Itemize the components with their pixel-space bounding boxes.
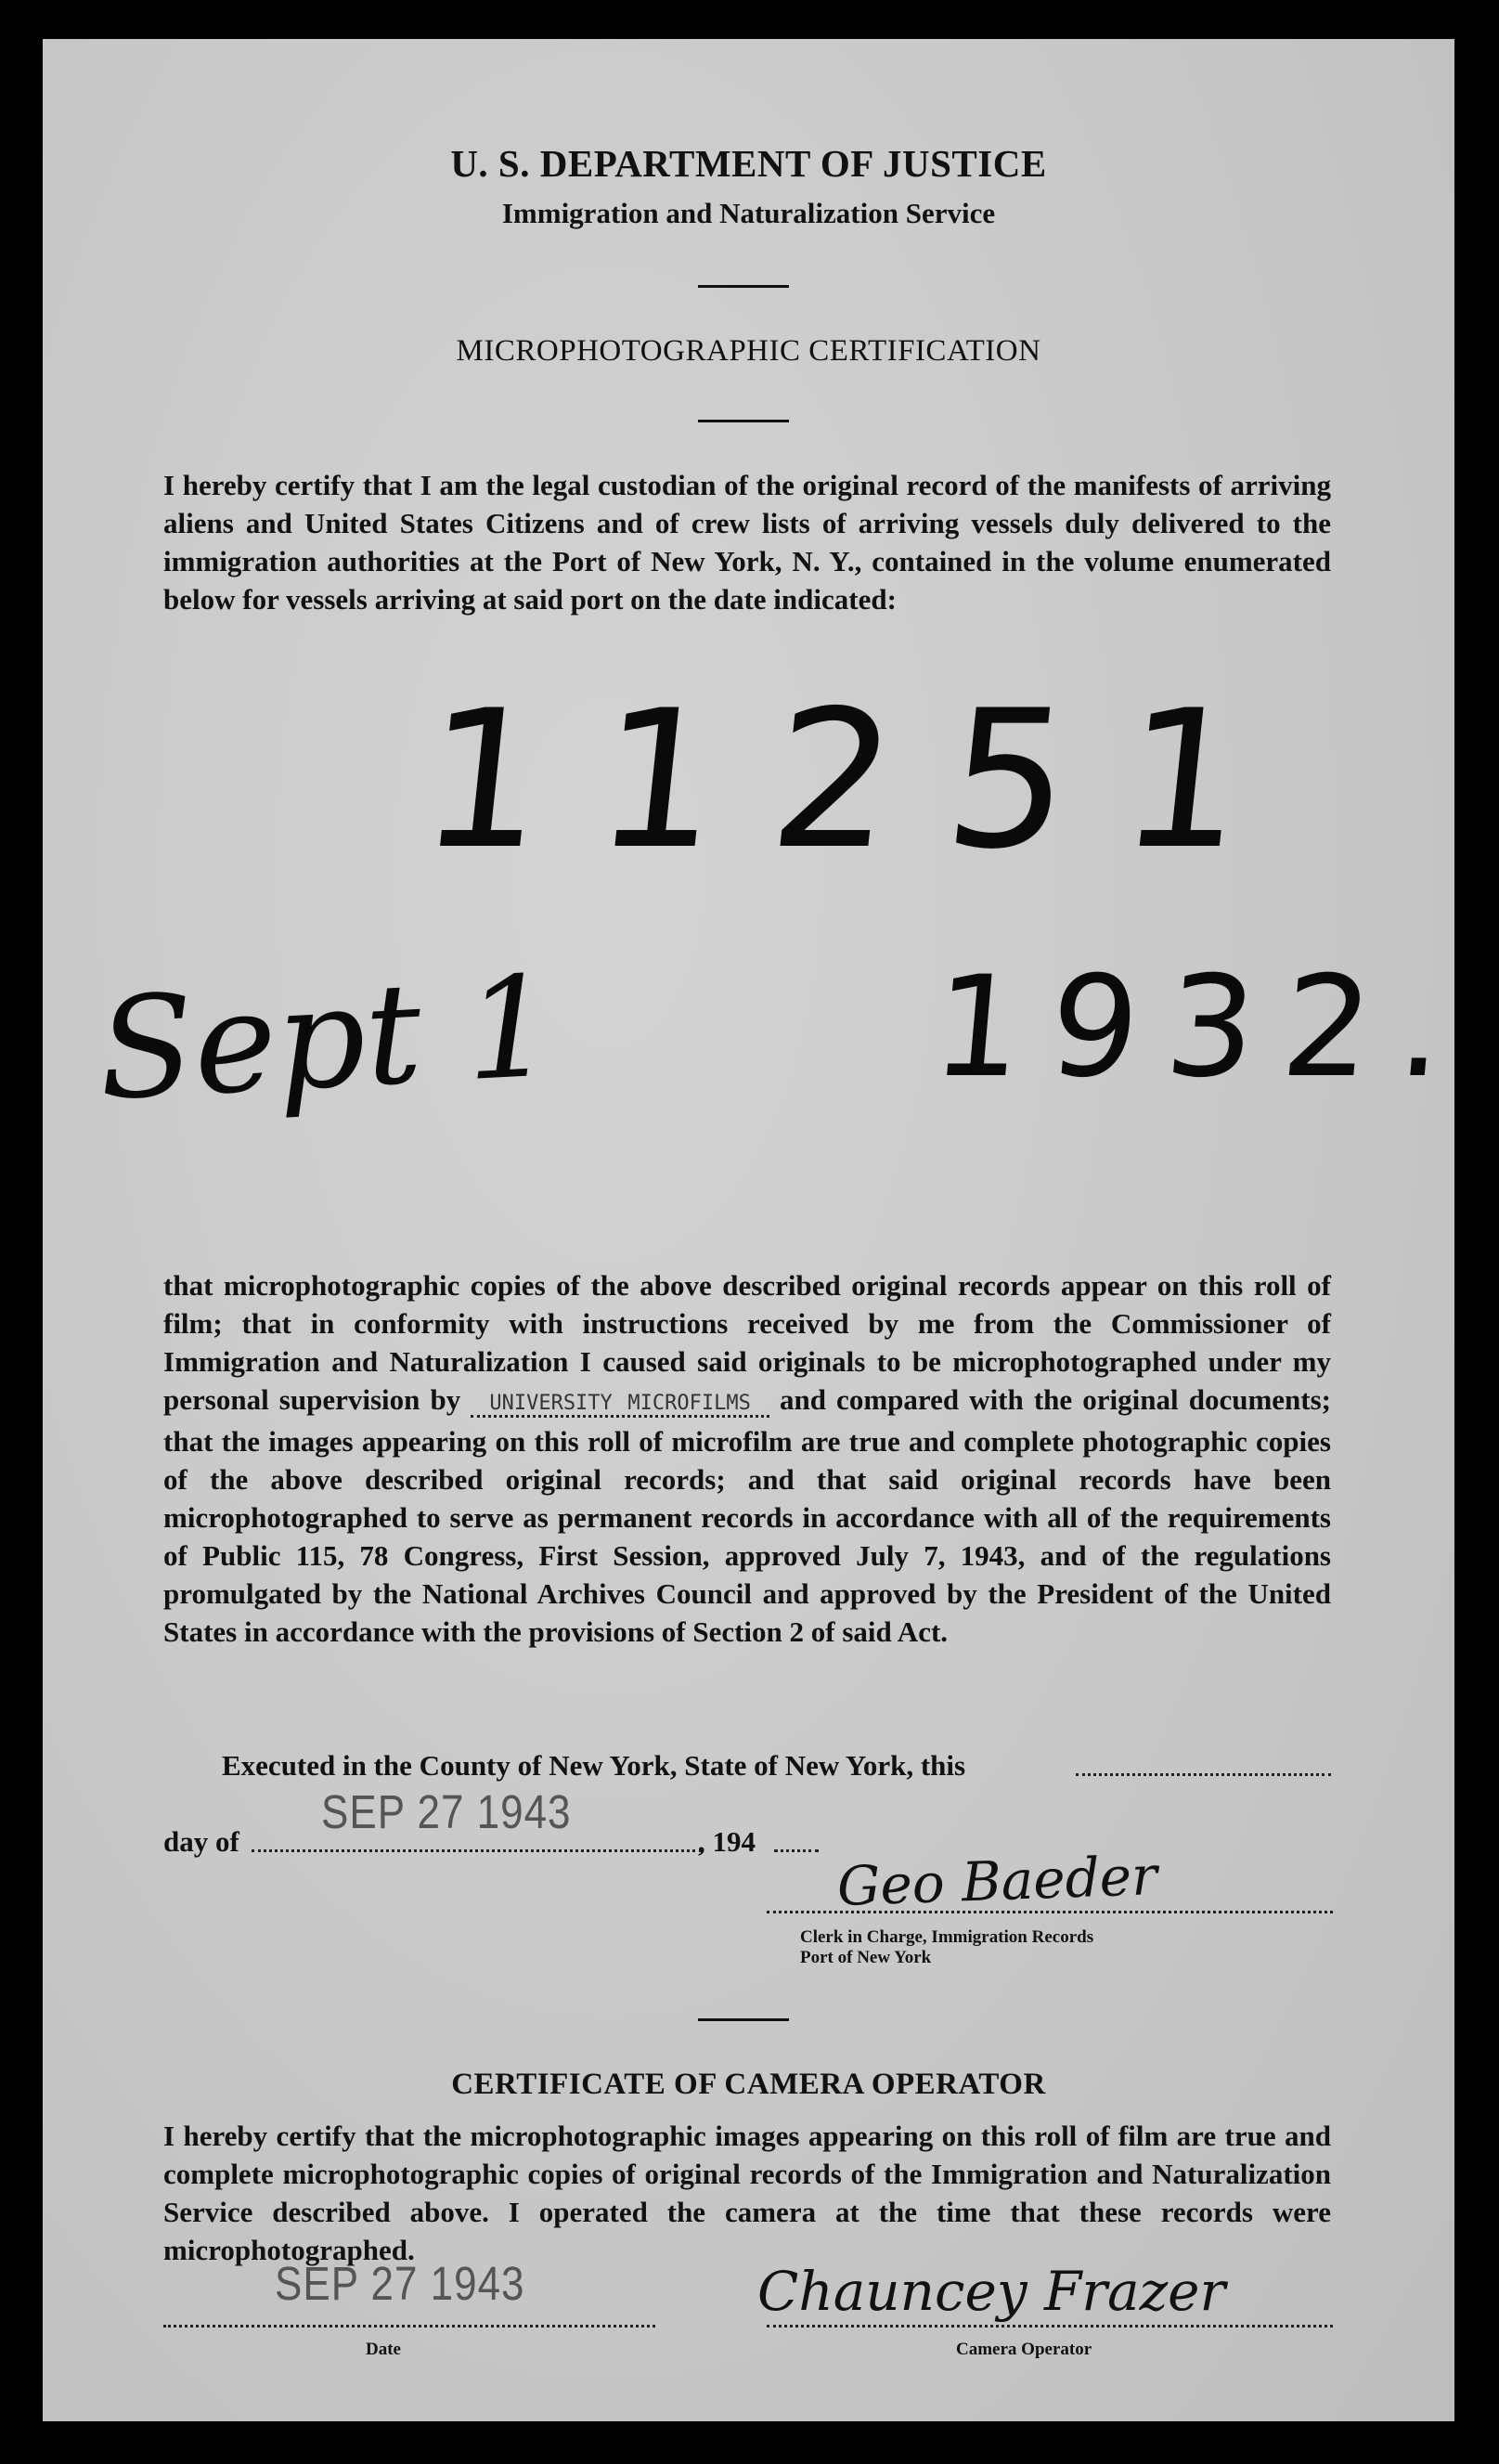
divider-top	[698, 285, 789, 288]
operator-signature: Chauncey Frazer	[757, 2260, 1226, 2323]
divider-bottom	[698, 2018, 789, 2021]
camera-certificate-text: I hereby certify that the microphotographic images appearing on this roll of film are true and complete microphotographic copies of original records of the Immigration and Naturalization Service described above. I operated the camera at the time that these records were microphotographed.	[163, 2120, 1331, 2266]
certification-body-part2: and compared with the original documents; that the images appearing on this roll of microfilm are true and complete photographic copies of the above described original records; and that said original records have been microphotographed to serve as permanent records in accordance with all of the requirements of Public 115, 78 Congress, First Session, approved July 7, 1943, and of the regulations promulgated by the National Archives Council and approved by the President of the United States in accordance with the provisions of Section 2 of said Act.	[163, 1383, 1332, 1648]
certification-body-part1: that microphotographic copies of the above described original records appear on this roll of film; that in conformity with instructions received by me from the Commissioner of Immigration and Naturalization I caused said originals to be microphotographed under my personal supervision by	[163, 1269, 1331, 1416]
microfilm-agent-typed: UNIVERSITY MICROFILMS	[471, 1392, 769, 1418]
day-of-blank	[252, 1849, 702, 1852]
year-prefix: , 194	[698, 1825, 756, 1858]
clerk-signature-line	[767, 1911, 1333, 1913]
clerk-signature: Geo Baeder	[835, 1844, 1158, 1918]
volume-number-handwritten: 11251	[411, 670, 1310, 891]
camera-certificate-title: CERTIFICATE OF CAMERA OPERATOR	[451, 2068, 1046, 2101]
certification-intro: I hereby certify that I am the legal custodian of the original record of the manifests of arriving aliens and United States Citizens and of crew lists of arriving vessels duly delivered to the immigration authorities at the Port of New York, N. Y., contained in the volume enumerated below for vessels arriving at said port on the date indicated:	[163, 469, 1331, 616]
executed-text: Executed in the County of New York, State of New York, this	[222, 1749, 966, 1782]
operator-date-stamp: SEP 27 1943	[275, 2258, 525, 2311]
operator-label: Camera Operator	[956, 2340, 1092, 2359]
service-subheading: Immigration and Naturalization Service	[501, 197, 996, 229]
clerk-title-line2: Port of New York	[800, 1948, 932, 1967]
clerk-title-line1: Clerk in Charge, Immigration Records	[800, 1927, 1094, 1947]
operator-signature-line	[767, 2325, 1333, 2328]
divider-mid	[698, 420, 789, 422]
date-line	[163, 2325, 655, 2328]
date-label: Date	[366, 2340, 401, 2359]
executed-line	[222, 1749, 965, 1783]
department-heading: U. S. DEPARTMENT OF JUSTICE	[450, 142, 1047, 185]
arrival-date-handwritten: Sept 1	[94, 946, 559, 1132]
clerk-date-stamp: SEP 27 1943	[321, 1786, 572, 1839]
year-blank	[774, 1849, 819, 1852]
arrival-year-handwritten: 1932.	[926, 947, 1480, 1109]
certificate-sheet	[43, 39, 1480, 2421]
certification-body	[163, 1266, 1331, 1651]
certification-title: MICROPHOTOGRAPHIC CERTIFICATION	[456, 334, 1041, 368]
executed-day-blank	[1076, 1773, 1331, 1776]
day-of-label: day of	[163, 1825, 239, 1858]
clerk-title	[800, 1927, 1093, 1968]
